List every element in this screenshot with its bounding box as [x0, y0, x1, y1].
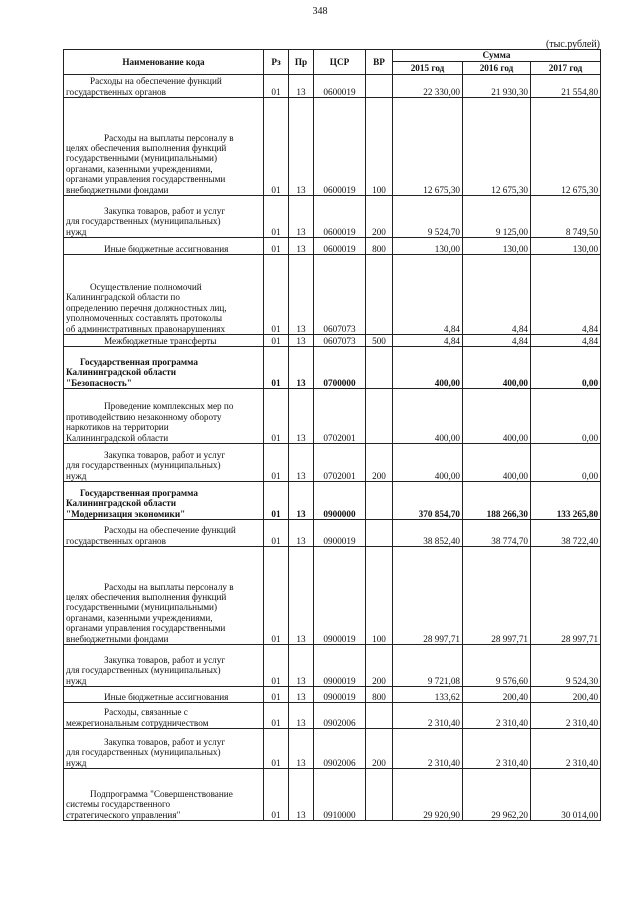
- row-csr: 0607073: [314, 335, 366, 347]
- table-row: [64, 769, 601, 821]
- row-name: Государственная программа Калининградской области "Безопасность": [64, 347, 264, 389]
- row-vr: 100: [366, 98, 393, 196]
- row-vr: [366, 347, 393, 389]
- row-2015: 2 310,40: [393, 729, 463, 769]
- row-2017: 38 722,40: [531, 520, 601, 547]
- row-rz: 01: [264, 389, 289, 444]
- row-2016: 38 774,70: [463, 520, 531, 547]
- table-row: [64, 347, 601, 389]
- table-row: [64, 75, 601, 98]
- table-row: [64, 98, 601, 196]
- budget-table: [63, 49, 601, 821]
- row-rz: 01: [264, 335, 289, 347]
- row-2016: 400,00: [463, 444, 531, 482]
- row-rz: 01: [264, 769, 289, 821]
- table-row: [64, 196, 601, 238]
- row-2015: 370 854,70: [393, 482, 463, 520]
- row-csr: 0900019: [314, 547, 366, 645]
- row-rz: 01: [264, 444, 289, 482]
- table-row: [64, 645, 601, 687]
- row-vr: [366, 255, 393, 335]
- row-rz: 01: [264, 255, 289, 335]
- row-name: Расходы на обеспечение функций государственных органов: [64, 520, 264, 547]
- row-2015: 12 675,30: [393, 98, 463, 196]
- row-2015: 22 330,00: [393, 75, 463, 98]
- row-2016: 400,00: [463, 389, 531, 444]
- row-vr: [366, 482, 393, 520]
- row-rz: 01: [264, 196, 289, 238]
- table-row: [64, 729, 601, 769]
- row-csr: 0702001: [314, 389, 366, 444]
- header-2017: 2017 год: [531, 62, 601, 75]
- row-rz: 01: [264, 520, 289, 547]
- row-2016: 21 930,30: [463, 75, 531, 98]
- row-name: Расходы, связанные с межрегиональным сотрудничеством: [64, 703, 264, 729]
- table-row: [64, 389, 601, 444]
- row-vr: [366, 703, 393, 729]
- row-vr: 200: [366, 645, 393, 687]
- row-2017: 9 524,30: [531, 645, 601, 687]
- table-row: [64, 482, 601, 520]
- row-2016: 4,84: [463, 335, 531, 347]
- row-2016: 4,84: [463, 255, 531, 335]
- page-number: 348: [312, 6, 328, 17]
- row-2017: 133 265,80: [531, 482, 601, 520]
- row-pr: 13: [289, 769, 314, 821]
- row-vr: 500: [366, 335, 393, 347]
- row-2016: 28 997,71: [463, 547, 531, 645]
- row-csr: 0900019: [314, 687, 366, 703]
- row-2017: 130,00: [531, 238, 601, 255]
- row-vr: 200: [366, 729, 393, 769]
- header-vr: ВР: [366, 50, 393, 75]
- row-2017: 2 310,40: [531, 703, 601, 729]
- table-row: [64, 238, 601, 255]
- row-csr: 0900019: [314, 520, 366, 547]
- row-2016: 130,00: [463, 238, 531, 255]
- row-csr: 0900019: [314, 645, 366, 687]
- row-2017: 4,84: [531, 335, 601, 347]
- row-2016: 400,00: [463, 347, 531, 389]
- row-pr: 13: [289, 520, 314, 547]
- row-2017: 200,40: [531, 687, 601, 703]
- table-row: [64, 703, 601, 729]
- header-2015: 2015 год: [393, 62, 463, 75]
- table-row: [64, 255, 601, 335]
- row-pr: 13: [289, 687, 314, 703]
- row-pr: 13: [289, 98, 314, 196]
- row-csr: 0600019: [314, 238, 366, 255]
- row-rz: 01: [264, 347, 289, 389]
- table-row: [64, 687, 601, 703]
- row-2017: 28 997,71: [531, 547, 601, 645]
- row-vr: [366, 520, 393, 547]
- row-2017: 4,84: [531, 255, 601, 335]
- row-2016: 9 576,60: [463, 645, 531, 687]
- row-rz: 01: [264, 238, 289, 255]
- row-name: Расходы на обеспечение функций государственных органов: [64, 75, 264, 98]
- row-rz: 01: [264, 98, 289, 196]
- row-csr: 0910000: [314, 769, 366, 821]
- row-2017: 2 310,40: [531, 729, 601, 769]
- row-vr: [366, 389, 393, 444]
- row-rz: 01: [264, 729, 289, 769]
- row-2016: 12 675,30: [463, 98, 531, 196]
- row-csr: 0902006: [314, 729, 366, 769]
- row-2015: 2 310,40: [393, 703, 463, 729]
- row-2016: 2 310,40: [463, 729, 531, 769]
- row-vr: 800: [366, 687, 393, 703]
- row-pr: 13: [289, 75, 314, 98]
- row-rz: 01: [264, 75, 289, 98]
- row-name: Государственная программа Калининградской области "Модернизация экономики": [64, 482, 264, 520]
- row-vr: [366, 769, 393, 821]
- row-2017: 0,00: [531, 444, 601, 482]
- row-rz: 01: [264, 547, 289, 645]
- row-csr: 0700000: [314, 347, 366, 389]
- row-2017: 8 749,50: [531, 196, 601, 238]
- row-pr: 13: [289, 255, 314, 335]
- row-2017: 21 554,80: [531, 75, 601, 98]
- row-name: Закупка товаров, работ и услуг для государственных (муниципальных) нужд: [64, 645, 264, 687]
- header-sum: Сумма: [393, 50, 601, 62]
- row-rz: 01: [264, 482, 289, 520]
- row-rz: 01: [264, 687, 289, 703]
- row-pr: 13: [289, 389, 314, 444]
- row-2015: 4,84: [393, 255, 463, 335]
- table-row: [64, 547, 601, 645]
- row-csr: 0600019: [314, 98, 366, 196]
- row-2017: 12 675,30: [531, 98, 601, 196]
- row-2016: 200,40: [463, 687, 531, 703]
- row-vr: [366, 75, 393, 98]
- row-pr: 13: [289, 335, 314, 347]
- row-name: Осуществление полномочий Калининградской области по определению перечня должностных лиц, уполномоченных составлять протоколы об административных правонарушениях: [64, 255, 264, 335]
- row-csr: 0607073: [314, 255, 366, 335]
- row-2016: 9 125,00: [463, 196, 531, 238]
- row-pr: 13: [289, 729, 314, 769]
- row-vr: 200: [366, 444, 393, 482]
- row-name: Проведение комплексных мер по противодействию незаконному обороту наркотиков на территории Калининградской области: [64, 389, 264, 444]
- row-2016: 188 266,30: [463, 482, 531, 520]
- row-2015: 130,00: [393, 238, 463, 255]
- row-2017: 0,00: [531, 389, 601, 444]
- row-rz: 01: [264, 645, 289, 687]
- table-row: [64, 520, 601, 547]
- row-name: Межбюджетные трансферты: [64, 335, 264, 347]
- table-row: [64, 444, 601, 482]
- row-pr: 13: [289, 547, 314, 645]
- row-2017: 30 014,00: [531, 769, 601, 821]
- row-2015: 400,00: [393, 444, 463, 482]
- table-row: [64, 335, 601, 347]
- row-2015: 28 997,71: [393, 547, 463, 645]
- row-2015: 133,62: [393, 687, 463, 703]
- header-pr: Пр: [289, 50, 314, 75]
- row-2015: 400,00: [393, 389, 463, 444]
- row-name: Закупка товаров, работ и услуг для государственных (муниципальных) нужд: [64, 444, 264, 482]
- row-pr: 13: [289, 645, 314, 687]
- row-vr: 200: [366, 196, 393, 238]
- row-pr: 13: [289, 347, 314, 389]
- row-2016: 29 962,20: [463, 769, 531, 821]
- row-name: Подпрограмма "Совершенствование системы государственного стратегического управления": [64, 769, 264, 821]
- row-2017: 0,00: [531, 347, 601, 389]
- header-name: Наименование кода: [64, 50, 264, 75]
- row-name: Иные бюджетные ассигнования: [64, 238, 264, 255]
- row-pr: 13: [289, 482, 314, 520]
- header-csr: ЦСР: [314, 50, 366, 75]
- row-2015: 9 721,08: [393, 645, 463, 687]
- row-rz: 01: [264, 703, 289, 729]
- header-2016: 2016 год: [463, 62, 531, 75]
- row-csr: 0900000: [314, 482, 366, 520]
- row-pr: 13: [289, 196, 314, 238]
- row-csr: 0702001: [314, 444, 366, 482]
- row-2015: 29 920,90: [393, 769, 463, 821]
- row-name: Иные бюджетные ассигнования: [64, 687, 264, 703]
- row-pr: 13: [289, 444, 314, 482]
- row-name: Расходы на выплаты персоналу в целях обеспечения выполнения функций государственными (муниципальными) органами, казенными учреждениями, органами управления государственными внебюджетными фондами: [64, 98, 264, 196]
- row-csr: 0600019: [314, 196, 366, 238]
- row-name: Расходы на выплаты персоналу в целях обеспечения выполнения функций государственными (муниципальными) органами, казенными учреждениями, органами управления государственными внебюджетными фондами: [64, 547, 264, 645]
- row-csr: 0902006: [314, 703, 366, 729]
- unit-note: (тыс.рублей): [545, 39, 600, 50]
- row-vr: 100: [366, 547, 393, 645]
- row-2015: 4,84: [393, 335, 463, 347]
- row-pr: 13: [289, 703, 314, 729]
- row-2015: 38 852,40: [393, 520, 463, 547]
- row-csr: 0600019: [314, 75, 366, 98]
- row-vr: 800: [366, 238, 393, 255]
- row-2015: 9 524,70: [393, 196, 463, 238]
- row-2016: 2 310,40: [463, 703, 531, 729]
- row-2015: 400,00: [393, 347, 463, 389]
- header-rz: Рз: [264, 50, 289, 75]
- row-pr: 13: [289, 238, 314, 255]
- row-name: Закупка товаров, работ и услуг для государственных (муниципальных) нужд: [64, 729, 264, 769]
- row-name: Закупка товаров, работ и услуг для государственных (муниципальных) нужд: [64, 196, 264, 238]
